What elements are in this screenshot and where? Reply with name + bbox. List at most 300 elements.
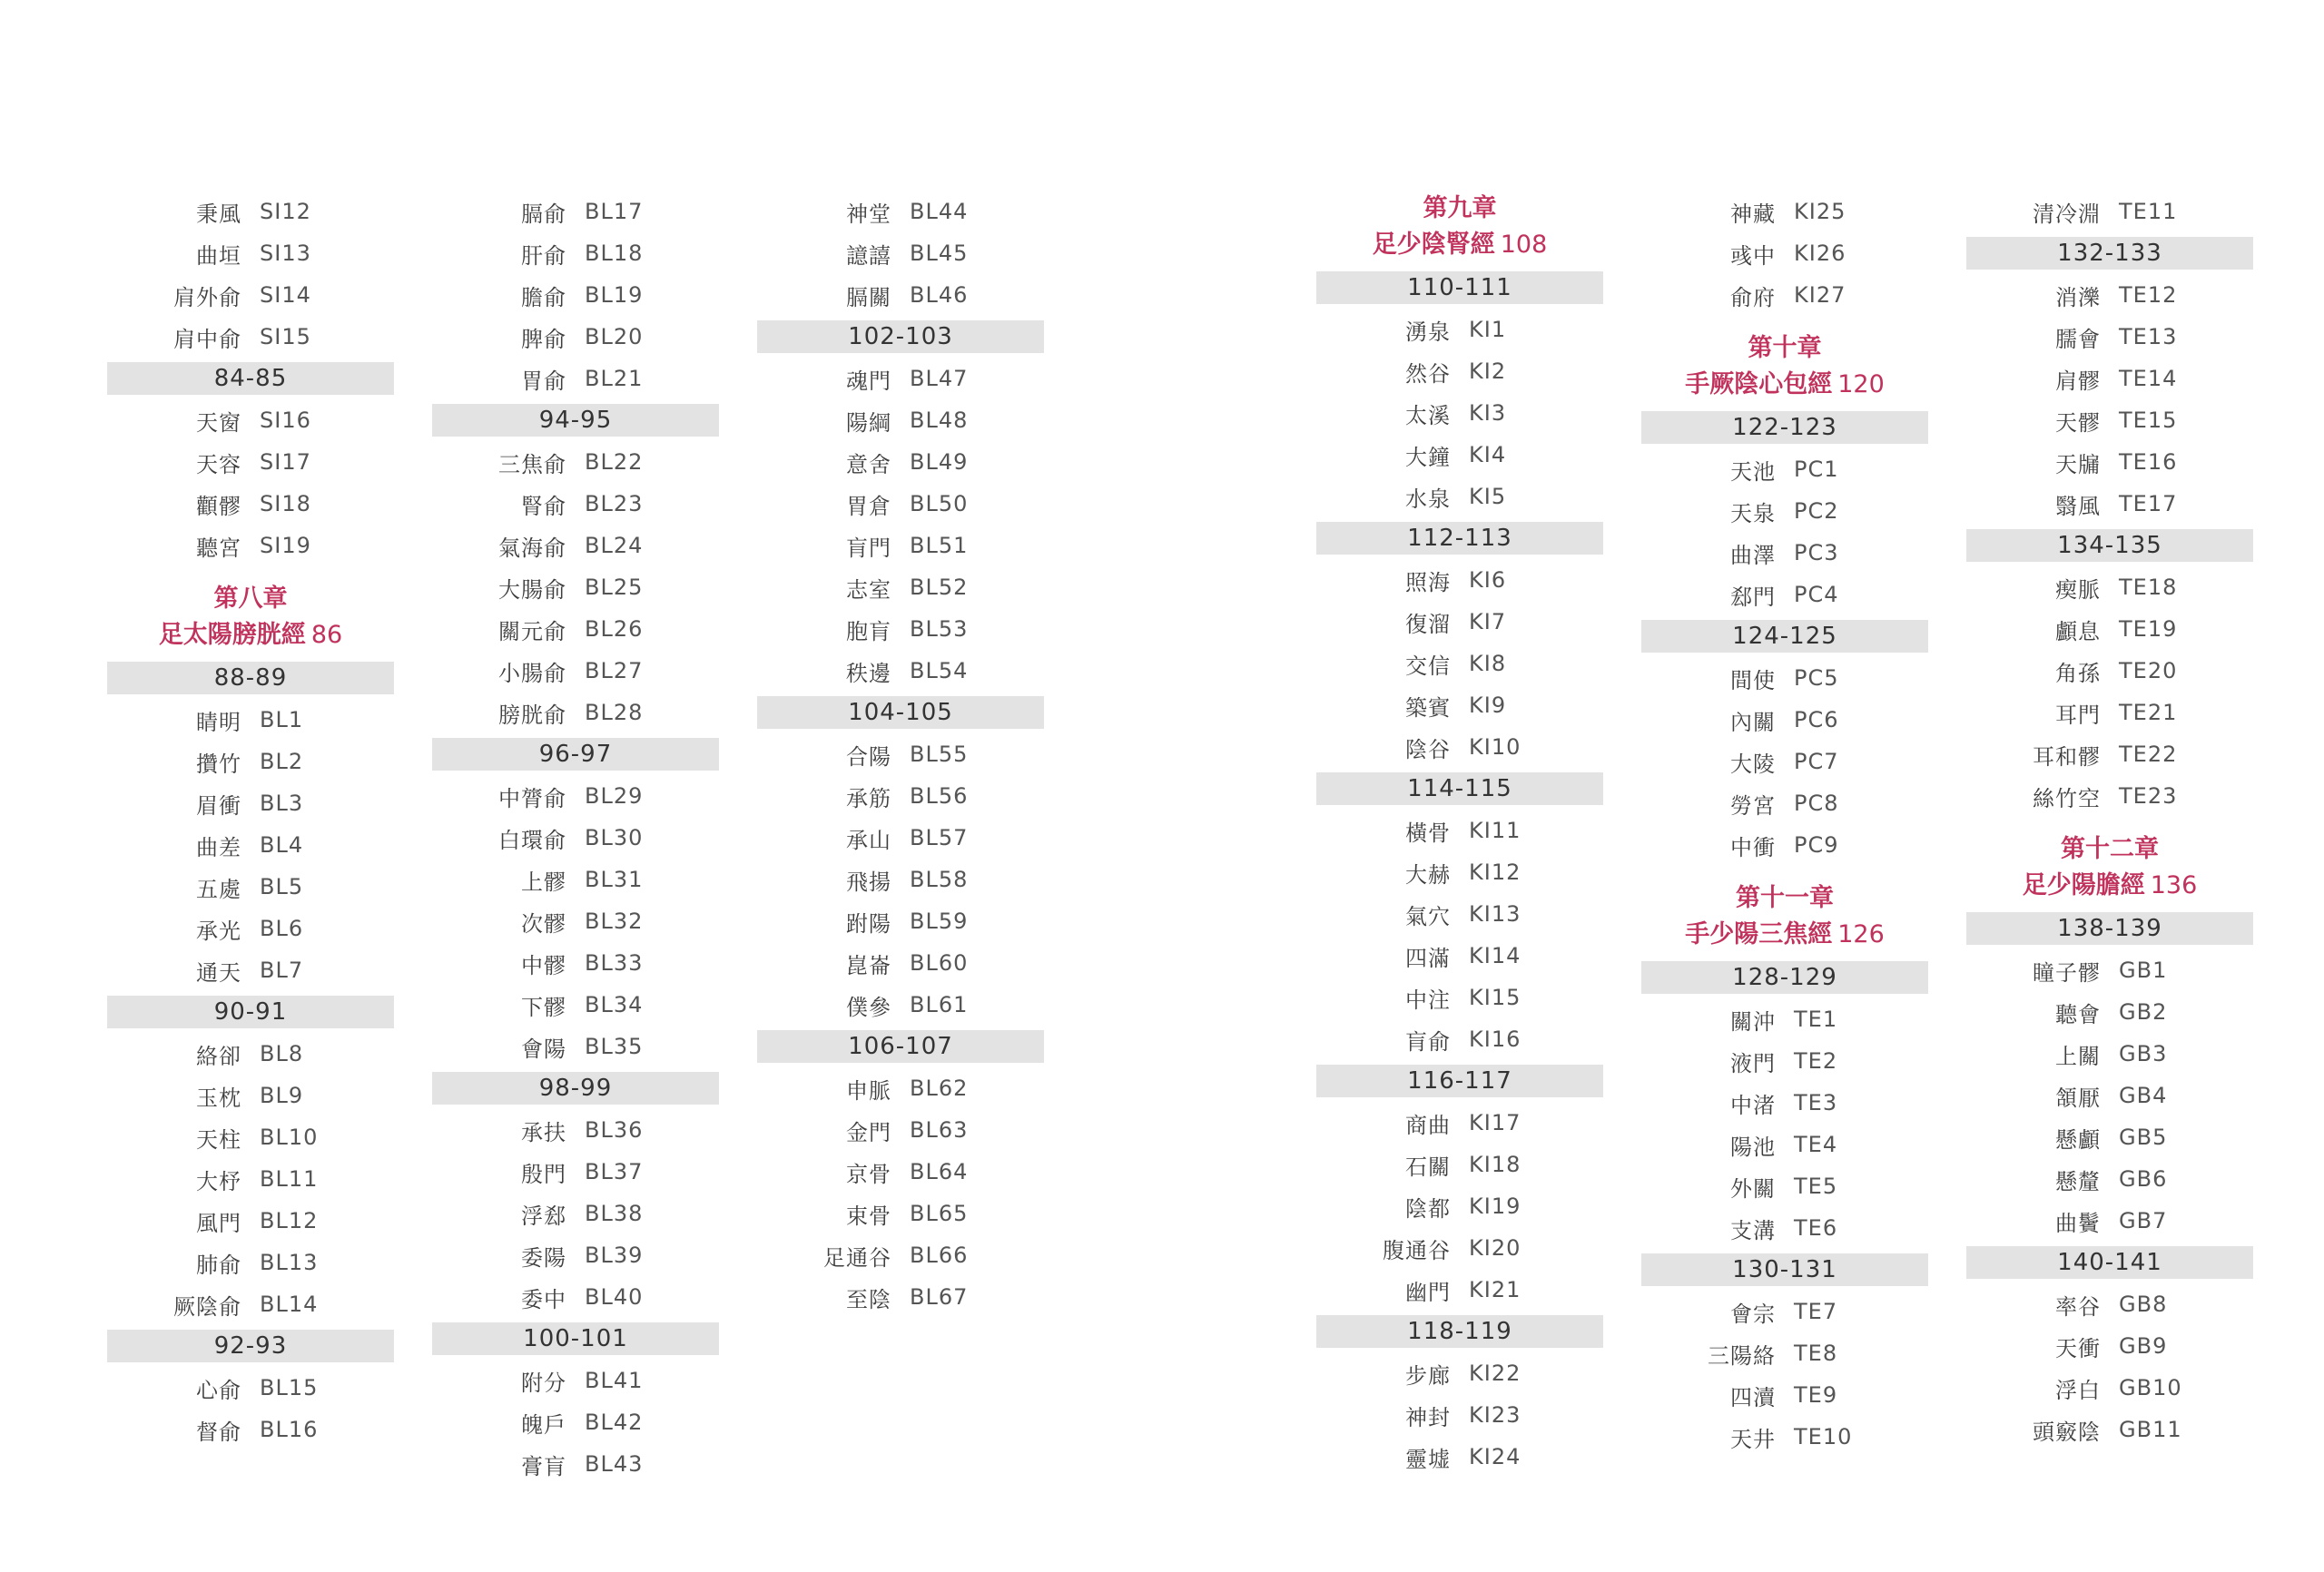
page-range-band: 94-95 <box>432 404 719 437</box>
acupoint-name: 交信 <box>1405 653 1451 679</box>
acupoint-code: BL25 <box>585 575 644 600</box>
acupoint-code: BL3 <box>260 791 304 816</box>
acupoint-name: 肓俞 <box>1405 1028 1451 1055</box>
acupoint-name: 飛揚 <box>846 869 891 895</box>
acupoint-row <box>1641 490 1928 532</box>
acupoint-row <box>757 733 1044 775</box>
acupoint-row <box>432 441 719 483</box>
acupoint-code: BL37 <box>585 1159 644 1184</box>
acupoint-row <box>757 358 1044 399</box>
acupoint-name: 殷門 <box>521 1161 566 1187</box>
acupoint-code: BL21 <box>585 366 644 391</box>
acupoint-name: 絡卻 <box>196 1043 241 1069</box>
acupoint-name: 心俞 <box>196 1377 241 1403</box>
acupoint-code: KI2 <box>1469 359 1507 384</box>
acupoint-row <box>1316 977 1603 1018</box>
acupoint-row <box>1966 608 2253 650</box>
acupoint-code: KI22 <box>1469 1361 1521 1386</box>
acupoint-name: 意舍 <box>846 451 891 477</box>
acupoint-row <box>107 1200 394 1242</box>
acupoint-code: BL44 <box>910 199 969 224</box>
acupoint-name: 胞肓 <box>846 618 891 644</box>
acupoint-code: BL29 <box>585 783 644 809</box>
acupoint-name: 金門 <box>846 1119 891 1145</box>
acupoint-code: GB7 <box>2119 1208 2168 1233</box>
acupoint-name: 關元俞 <box>498 618 566 644</box>
acupoint-name: 膈關 <box>846 284 891 310</box>
acupoint-code: PC6 <box>1794 707 1839 732</box>
acupoint-row <box>107 232 394 274</box>
acupoint-row <box>432 1193 719 1234</box>
acupoint-code: BL15 <box>260 1375 319 1400</box>
acupoint-name: 支溝 <box>1730 1217 1776 1243</box>
acupoint-row <box>432 817 719 859</box>
acupoint-row <box>1966 191 2253 232</box>
acupoint-name: 秉風 <box>196 201 241 227</box>
acupoint-row <box>1966 1409 2253 1450</box>
acupoint-row <box>757 399 1044 441</box>
acupoint-row <box>1316 1185 1603 1227</box>
page-range-band: 134-135 <box>1966 529 2253 562</box>
page-range-band: 110-111 <box>1316 271 1603 304</box>
acupoint-code: BL5 <box>260 874 304 899</box>
acupoint-name: 跗陽 <box>846 910 891 937</box>
acupoint-name: 中渚 <box>1730 1092 1776 1118</box>
acupoint-row <box>757 441 1044 483</box>
chapter-meridian-line <box>1641 367 1928 403</box>
meridian-name: 手少陽三焦經 <box>1685 920 1833 948</box>
acupoint-code: BL9 <box>260 1083 304 1108</box>
acupoint-row <box>1641 782 1928 824</box>
acupoint-name: 瞳子髎 <box>2033 959 2101 986</box>
acupoint-name: 瘈脈 <box>2055 576 2101 603</box>
acupoint-row <box>1316 309 1603 350</box>
acupoint-name: 氣穴 <box>1405 903 1451 929</box>
acupoint-row <box>757 942 1044 984</box>
acupoint-name: 胃倉 <box>846 493 891 519</box>
acupoint-name: 消濼 <box>2055 284 2101 310</box>
acupoint-row <box>1966 316 2253 358</box>
acupoint-name: 大赫 <box>1405 861 1451 888</box>
acupoint-name: 湧泉 <box>1405 319 1451 345</box>
acupoint-code: SI13 <box>260 241 311 266</box>
acupoint-row <box>1316 476 1603 517</box>
acupoint-code: BL17 <box>585 199 644 224</box>
chapter-page-number: 126 <box>1837 920 1885 948</box>
acupoint-row <box>757 1234 1044 1276</box>
acupoint-row <box>1316 851 1603 893</box>
acupoint-name: 次髎 <box>521 910 566 937</box>
acupoint-code: KI18 <box>1469 1152 1521 1177</box>
acupoint-code: GB8 <box>2119 1292 2168 1317</box>
acupoint-code: PC1 <box>1794 457 1839 482</box>
acupoint-row <box>432 358 719 399</box>
acupoint-name: 四滿 <box>1405 945 1451 971</box>
acupoint-code: KI20 <box>1469 1235 1521 1261</box>
acupoint-row <box>1316 893 1603 935</box>
acupoint-row <box>1641 1291 1928 1332</box>
page-range-band: 104-105 <box>757 696 1044 729</box>
acupoint-code: BL27 <box>585 658 644 683</box>
acupoint-code: KI11 <box>1469 818 1521 843</box>
acupoint-name: 天柱 <box>196 1126 241 1153</box>
acupoint-name: 上髎 <box>521 869 566 895</box>
acupoint-row <box>1966 991 2253 1033</box>
acupoint-name: 附分 <box>521 1370 566 1396</box>
acupoint-row <box>1316 1102 1603 1144</box>
page-range-band: 116-117 <box>1316 1065 1603 1097</box>
acupoint-row <box>107 525 394 566</box>
acupoint-row <box>1966 566 2253 608</box>
acupoint-code: BL67 <box>910 1284 969 1310</box>
acupoint-name: 復溜 <box>1405 611 1451 637</box>
acupoint-row <box>107 441 394 483</box>
acupoint-row <box>432 984 719 1026</box>
acupoint-row <box>107 782 394 824</box>
acupoint-row <box>1316 1269 1603 1311</box>
acupoint-name: 下髎 <box>521 994 566 1020</box>
acupoint-code: KI14 <box>1469 943 1521 968</box>
acupoint-row <box>1966 1116 2253 1158</box>
acupoint-row <box>432 608 719 650</box>
index-column-4 <box>1316 191 1603 1478</box>
acupoint-code: KI8 <box>1469 651 1507 676</box>
acupoint-row <box>432 692 719 733</box>
acupoint-row <box>107 1075 394 1116</box>
acupoint-code: BL36 <box>585 1117 644 1143</box>
chapter-number: 第十二章 <box>2061 835 2159 863</box>
acupoint-name: 攢竹 <box>196 751 241 777</box>
acupoint-code: GB2 <box>2119 999 2168 1025</box>
acupoint-row <box>432 1443 719 1485</box>
acupoint-row <box>1316 434 1603 476</box>
acupoint-code: BL55 <box>910 742 969 767</box>
acupoint-name: 肺俞 <box>196 1252 241 1278</box>
acupoint-name: 神堂 <box>846 201 891 227</box>
page-range-band: 90-91 <box>107 996 394 1028</box>
acupoint-row <box>1966 441 2253 483</box>
acupoint-name: 魄戶 <box>521 1411 566 1438</box>
acupoint-row <box>1641 1040 1928 1082</box>
acupoint-row <box>1966 1075 2253 1116</box>
acupoint-row <box>1641 191 1928 232</box>
acupoint-row <box>1641 448 1928 490</box>
acupoint-code: BL6 <box>260 916 304 941</box>
acupoint-row <box>1316 1352 1603 1394</box>
acupoint-row <box>757 817 1044 859</box>
acupoint-row <box>757 483 1044 525</box>
acupoint-name: 厥陰俞 <box>173 1293 241 1320</box>
acupoint-code: SI17 <box>260 449 311 475</box>
acupoint-name: 足通谷 <box>823 1244 891 1271</box>
acupoint-row <box>1316 601 1603 643</box>
acupoint-code: SI16 <box>260 408 311 433</box>
acupoint-code: BL39 <box>585 1243 644 1268</box>
acupoint-code: KI16 <box>1469 1027 1521 1052</box>
acupoint-row <box>757 232 1044 274</box>
chapter-meridian-line <box>1316 227 1603 263</box>
acupoint-row <box>432 1401 719 1443</box>
acupoint-name: 大陵 <box>1730 751 1776 777</box>
acupoint-name: 臑會 <box>2055 326 2101 352</box>
page-range-band: 132-133 <box>1966 237 2253 270</box>
acupoint-name: 腹通谷 <box>1383 1237 1451 1263</box>
acupoint-code: TE11 <box>2119 199 2178 224</box>
acupoint-name: 曲鬢 <box>2055 1210 2101 1236</box>
acupoint-name: 譩譆 <box>846 242 891 269</box>
acupoint-row <box>432 775 719 817</box>
acupoint-row <box>432 859 719 900</box>
acupoint-row <box>107 908 394 949</box>
acupoint-row <box>757 1193 1044 1234</box>
acupoint-code: TE8 <box>1794 1341 1838 1366</box>
acupoint-name: 秩邊 <box>846 660 891 686</box>
acupoint-code: BL66 <box>910 1243 969 1268</box>
acupoint-code: BL42 <box>585 1410 644 1435</box>
acupoint-name: 大杼 <box>196 1168 241 1194</box>
acupoint-code: BL47 <box>910 366 969 391</box>
acupoint-row <box>107 483 394 525</box>
chapter-heading <box>1641 316 1928 407</box>
acupoint-name: 耳和髎 <box>2033 743 2101 770</box>
chapter-page-number: 86 <box>310 621 343 649</box>
acupoint-name: 石關 <box>1405 1154 1451 1180</box>
chapter-page-number: 108 <box>1500 231 1548 259</box>
acupoint-name: 彧中 <box>1730 242 1776 269</box>
acupoint-row <box>107 824 394 866</box>
acupoint-row <box>1966 1325 2253 1367</box>
acupoint-code: TE9 <box>1794 1382 1838 1408</box>
acupoint-row <box>1316 1227 1603 1269</box>
acupoint-name: 外關 <box>1730 1175 1776 1202</box>
page-range-band: 118-119 <box>1316 1315 1603 1348</box>
acupoint-name: 天容 <box>196 451 241 477</box>
acupoint-row <box>1641 657 1928 699</box>
acupoint-name: 承山 <box>846 827 891 853</box>
acupoint-code: KI26 <box>1794 241 1846 266</box>
acupoint-row <box>757 274 1044 316</box>
acupoint-code: KI9 <box>1469 693 1507 718</box>
acupoint-name: 天窗 <box>196 409 241 436</box>
acupoint-row <box>1316 810 1603 851</box>
acupoint-row <box>107 399 394 441</box>
acupoint-code: PC7 <box>1794 749 1839 774</box>
acupoint-name: 間使 <box>1730 667 1776 693</box>
acupoint-name: 角孫 <box>2055 660 2101 686</box>
acupoint-row <box>107 866 394 908</box>
acupoint-row <box>1316 643 1603 684</box>
acupoint-row <box>1316 1394 1603 1436</box>
acupoint-name: 陰都 <box>1405 1195 1451 1222</box>
acupoint-row <box>1641 1416 1928 1458</box>
acupoint-row <box>107 1033 394 1075</box>
acupoint-row <box>107 1158 394 1200</box>
acupoint-name: 天泉 <box>1730 500 1776 526</box>
acupoint-name: 肝俞 <box>521 242 566 269</box>
acupoint-name: 膀胱俞 <box>498 702 566 728</box>
acupoint-row <box>1641 232 1928 274</box>
acupoint-row <box>1316 1018 1603 1060</box>
acupoint-row <box>1316 1144 1603 1185</box>
acupoint-code: TE21 <box>2119 700 2178 725</box>
acupoint-row <box>1966 358 2253 399</box>
page-range-band: 106-107 <box>757 1030 1044 1063</box>
acupoint-code: BL7 <box>260 958 304 983</box>
acupoint-code: TE6 <box>1794 1215 1838 1241</box>
acupoint-name: 懸顱 <box>2055 1126 2101 1153</box>
acupoint-code: BL51 <box>910 533 969 558</box>
acupoint-code: BL16 <box>260 1417 319 1442</box>
chapter-meridian-line <box>1966 868 2253 904</box>
acupoint-name: 氣海俞 <box>498 535 566 561</box>
acupoint-code: SI19 <box>260 533 311 558</box>
acupoint-row <box>107 316 394 358</box>
acupoint-code: BL14 <box>260 1292 319 1317</box>
acupoint-code: BL18 <box>585 241 644 266</box>
acupoint-code: BL32 <box>585 909 644 934</box>
acupoint-name: 陰谷 <box>1405 736 1451 762</box>
acupoint-row <box>107 1283 394 1325</box>
acupoint-code: PC8 <box>1794 791 1839 816</box>
acupoint-name: 率谷 <box>2055 1293 2101 1320</box>
acupoint-code: TE23 <box>2119 783 2178 809</box>
acupoint-name: 肩外俞 <box>173 284 241 310</box>
index-column-5 <box>1641 191 1928 1458</box>
acupoint-row <box>432 1026 719 1067</box>
acupoint-row <box>432 900 719 942</box>
acupoint-name: 中膂俞 <box>498 785 566 811</box>
acupoint-code: BL40 <box>585 1284 644 1310</box>
acupoint-code: KI23 <box>1469 1402 1521 1428</box>
acupoint-code: PC3 <box>1794 540 1839 565</box>
acupoint-name: 中衝 <box>1730 834 1776 860</box>
acupoint-code: BL52 <box>910 575 969 600</box>
acupoint-name: 督俞 <box>196 1419 241 1445</box>
acupoint-code: BL59 <box>910 909 969 934</box>
acupoint-name: 委陽 <box>521 1244 566 1271</box>
acupoint-code: KI12 <box>1469 860 1521 885</box>
acupoint-code: BL57 <box>910 825 969 850</box>
acupoint-code: BL62 <box>910 1076 969 1101</box>
acupoint-row <box>1641 741 1928 782</box>
acupoint-row <box>757 1276 1044 1318</box>
acupoint-code: KI19 <box>1469 1194 1521 1219</box>
acupoint-row <box>757 859 1044 900</box>
acupoint-code: GB6 <box>2119 1166 2168 1192</box>
acupoint-code: BL10 <box>260 1125 319 1150</box>
acupoint-code: TE16 <box>2119 449 2178 475</box>
acupoint-code: BL58 <box>910 867 969 892</box>
acupoint-name: 商曲 <box>1405 1112 1451 1138</box>
acupoint-row <box>432 1151 719 1193</box>
acupoint-row <box>432 316 719 358</box>
acupoint-code: PC4 <box>1794 582 1839 607</box>
acupoint-name: 僕參 <box>846 994 891 1020</box>
acupoint-name: 耳門 <box>2055 702 2101 728</box>
acupoint-code: BL53 <box>910 616 969 642</box>
acupoint-name: 大鐘 <box>1405 444 1451 470</box>
acupoint-name: 會陽 <box>521 1036 566 1062</box>
acupoint-row <box>107 191 394 232</box>
acupoint-name: 太溪 <box>1405 402 1451 428</box>
page-range-band: 130-131 <box>1641 1253 1928 1286</box>
acupoint-name: 通天 <box>196 959 241 986</box>
chapter-number: 第九章 <box>1423 194 1497 222</box>
acupoint-row <box>757 1151 1044 1193</box>
acupoint-name: 天井 <box>1730 1426 1776 1452</box>
acupoint-name: 天牖 <box>2055 451 2101 477</box>
acupoint-code: BL35 <box>585 1034 644 1059</box>
acupoint-code: BL24 <box>585 533 644 558</box>
page-range-band: 138-139 <box>1966 912 2253 945</box>
acupoint-row <box>1966 399 2253 441</box>
index-column-3 <box>757 191 1044 1318</box>
acupoint-name: 水泉 <box>1405 486 1451 512</box>
chapter-number: 第十一章 <box>1736 884 1834 912</box>
acupoint-name: 風門 <box>196 1210 241 1236</box>
acupoint-row <box>432 274 719 316</box>
acupoint-code: BL23 <box>585 491 644 516</box>
acupoint-code: TE10 <box>1794 1424 1853 1449</box>
acupoint-row <box>1966 274 2253 316</box>
acupoint-code: TE15 <box>2119 408 2178 433</box>
acupoint-row <box>432 525 719 566</box>
acupoint-code: BL38 <box>585 1201 644 1226</box>
acupoint-name: 天衝 <box>2055 1335 2101 1361</box>
acupoint-code: GB4 <box>2119 1083 2168 1108</box>
acupoint-name: 郄門 <box>1730 584 1776 610</box>
acupoint-row <box>757 566 1044 608</box>
acupoint-row <box>432 1276 719 1318</box>
acupoint-name: 中髎 <box>521 952 566 978</box>
acupoint-name: 聽宮 <box>196 535 241 561</box>
acupoint-code: GB11 <box>2119 1417 2182 1442</box>
acupoint-code: GB1 <box>2119 958 2168 983</box>
acupoint-name: 浮白 <box>2055 1377 2101 1403</box>
acupoint-code: BL11 <box>260 1166 319 1192</box>
acupoint-name: 聽會 <box>2055 1001 2101 1027</box>
acupoint-code: KI27 <box>1794 282 1846 308</box>
chapter-heading <box>1641 866 1928 957</box>
acupoint-code: TE4 <box>1794 1132 1838 1157</box>
acupoint-row <box>1966 949 2253 991</box>
acupoint-name: 靈墟 <box>1405 1446 1451 1472</box>
acupoint-name: 睛明 <box>196 709 241 735</box>
acupoint-row <box>757 775 1044 817</box>
acupoint-name: 神藏 <box>1730 201 1776 227</box>
page-range-band: 98-99 <box>432 1072 719 1105</box>
acupoint-name: 胃俞 <box>521 368 566 394</box>
acupoint-code: BL13 <box>260 1250 319 1275</box>
page-range-band: 88-89 <box>107 662 394 694</box>
acupoint-code: TE22 <box>2119 742 2178 767</box>
acupoint-code: PC9 <box>1794 832 1839 858</box>
acupoint-name: 頷厭 <box>2055 1085 2101 1111</box>
acupoint-code: BL2 <box>260 749 304 774</box>
acupoint-code: BL12 <box>260 1208 319 1233</box>
acupoint-code: TE19 <box>2119 616 2178 642</box>
acupoint-name: 顴髎 <box>196 493 241 519</box>
meridian-name: 足少陰腎經 <box>1372 231 1495 259</box>
page-range-band: 96-97 <box>432 738 719 771</box>
acupoint-row <box>432 942 719 984</box>
acupoint-row <box>1966 1158 2253 1200</box>
index-column-6 <box>1966 191 2253 1450</box>
acupoint-name: 翳風 <box>2055 493 2101 519</box>
acupoint-name: 四瀆 <box>1730 1384 1776 1410</box>
acupoint-row <box>1316 726 1603 768</box>
acupoint-code: KI4 <box>1469 442 1507 467</box>
